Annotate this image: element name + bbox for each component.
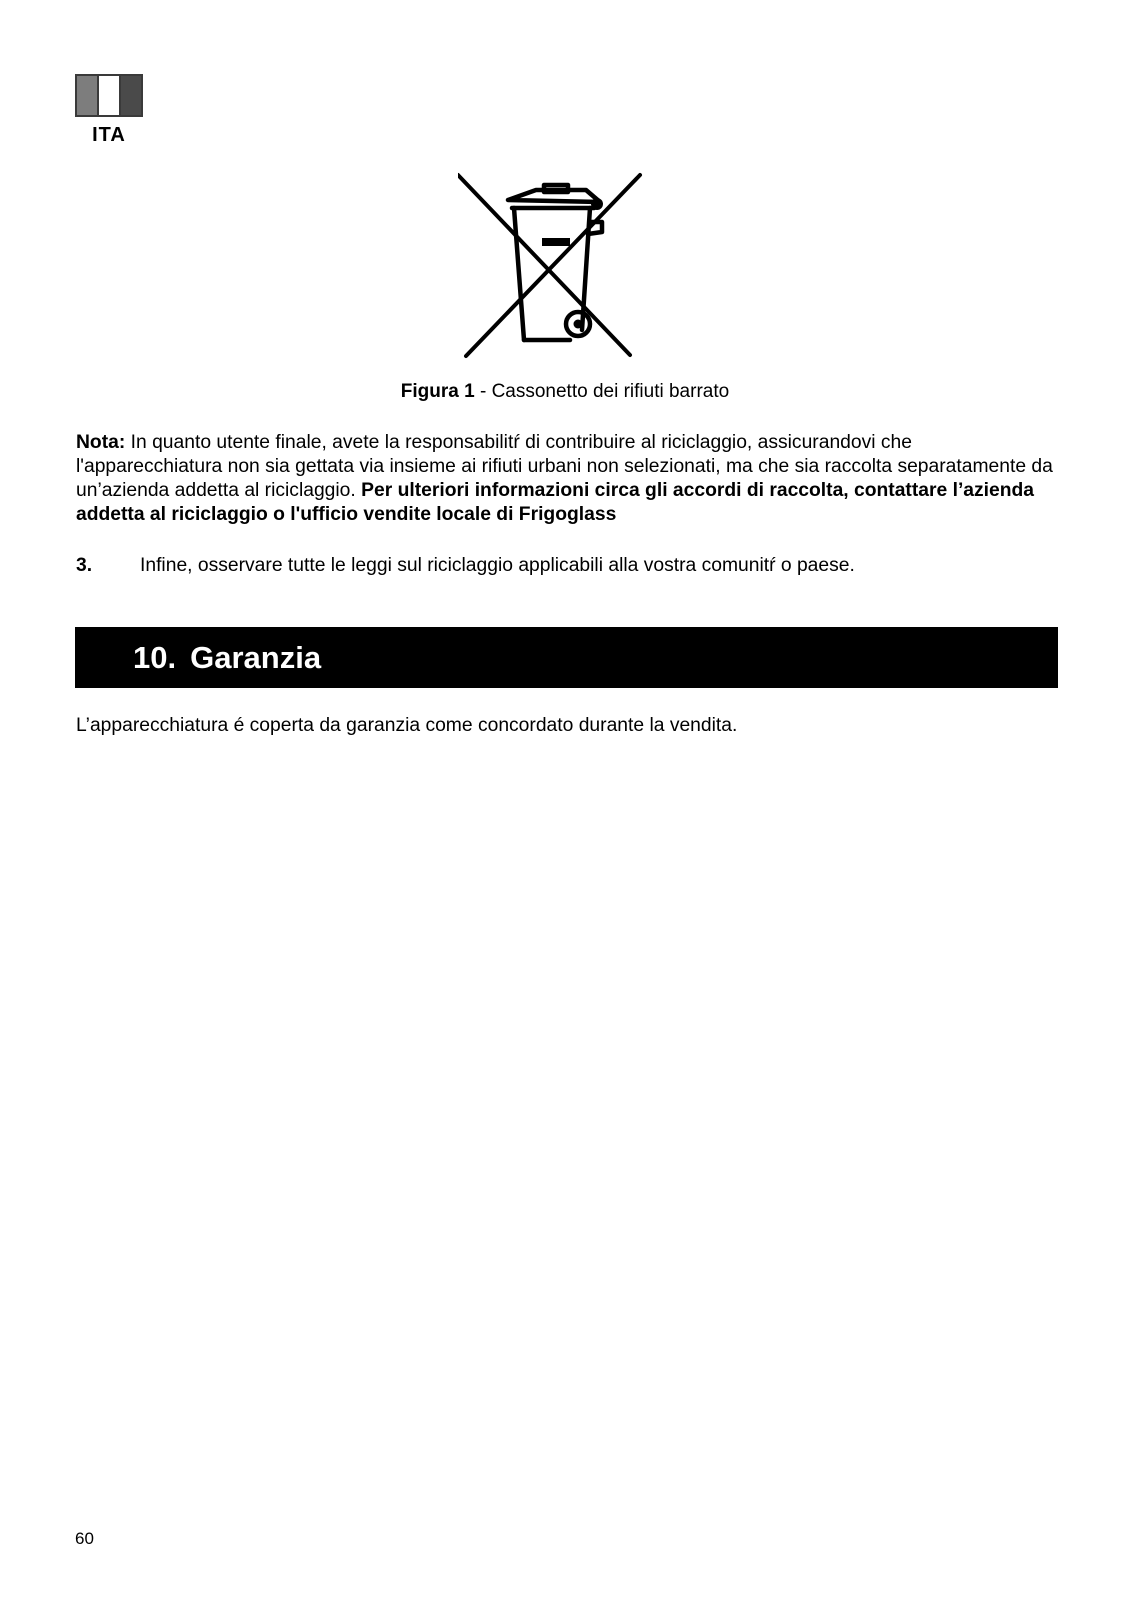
figure-caption [0,381,1130,403]
section-heading [75,627,1058,688]
language-code: ITA [92,124,126,146]
note-text: In quanto utente finale, avete la responsabilitŕ di contribuire al riciclaggio, assicurandovi che l'apparecchiatura non sia gettata via insieme ai rifiuti urbani non selezionati, ma che sia raccolta separatamente da un’azienda addetta al riciclaggio. [76,432,1053,501]
list-item-number: 3. [76,555,93,576]
note-label: Nota: [76,432,126,453]
figure-caption-text: - Cassonetto dei rifiuti barrato [474,381,730,402]
italian-flag-icon [75,74,143,117]
note-bold-text: Per ulteriori informazioni circa gli accordi di raccolta, contattare l’azienda addetta al riciclaggio o l'ufficio vendite locale di Frigoglass [76,480,1035,525]
section-number: 10. [133,639,177,675]
section-title: Garanzia [190,639,322,675]
page-number: 60 [75,1529,94,1548]
figure-caption-label: Figura 1 [400,381,475,402]
list-item [76,554,1056,578]
crossed-out-wheelie-bin-icon [458,172,652,370]
list-item-text: Infine, osservare tutte le leggi sul riciclaggio applicabili alla vostra comunitŕ o paese. [140,555,855,576]
note-paragraph [76,431,1056,527]
warranty-paragraph: L’apparecchiatura é coperta da garanzia come concordato durante la vendita. [76,715,738,736]
